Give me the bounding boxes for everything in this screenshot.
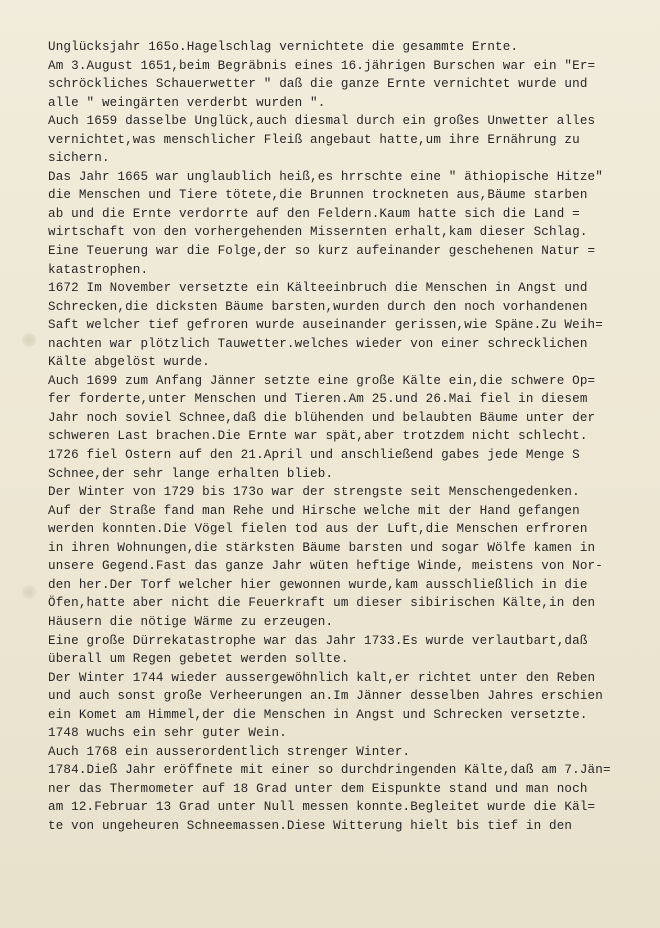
text-line: den her.Der Torf welcher hier gewonnen wurde,kam ausschließlich in die: [48, 577, 588, 592]
text-line: Häusern die nötige Wärme zu erzeugen.: [48, 614, 334, 629]
text-line: Jahr noch soviel Schnee,daß die blühenden und belaubten Bäume unter der: [48, 410, 596, 425]
text-line: Kälte abgelöst wurde.: [48, 355, 210, 370]
text-line: Eine große Dürrekatastrophe war das Jahr 1733.Es wurde verlautbart,daß: [48, 633, 588, 648]
text-line: Öfen,hatte aber nicht die Feuerkraft um dieser sibirischen Kälte,in den: [48, 596, 596, 611]
text-line: nachten war plötzlich Tauwetter.welches wieder von einer schrecklichen: [48, 336, 588, 351]
text-line: ner das Thermometer auf 18 Grad unter dem Eispunkte stand und man noch: [48, 781, 588, 796]
text-line: 1784.Dieß Jahr eröffnete mit einer so durchdringenden Kälte,daß am 7.Jän=: [48, 763, 611, 778]
text-line: katastrophen.: [48, 262, 149, 277]
text-line: Der Winter von 1729 bis 173o war der strengste seit Menschengedenken.: [48, 485, 580, 500]
text-line: am 12.Februar 13 Grad unter Null messen konnte.Begleitet wurde die Käl=: [48, 800, 596, 815]
text-line: Auf der Straße fand man Rehe und Hirsche welche mit der Hand gefangen: [48, 503, 580, 518]
text-line: Saft welcher tief gefroren wurde auseinander gerissen,wie Späne.Zu Weih=: [48, 318, 603, 333]
text-line: Auch 1659 dasselbe Unglück,auch diesmal durch ein großes Unwetter alles: [48, 114, 596, 129]
text-line: vernichtet,was menschlicher Fleiß angebaut hatte,um ihre Ernährung zu: [48, 132, 580, 147]
text-line: sichern.: [48, 151, 110, 166]
text-line: werden konnten.Die Vögel fielen tod aus der Luft,die Menschen erfroren: [48, 522, 588, 537]
text-line: Schnee,der sehr lange erhalten blieb.: [48, 466, 334, 481]
text-line: Unglücksjahr 165o.Hagelschlag vernichtete die gesammte Ernte.: [48, 40, 519, 54]
text-line: Schrecken,die dicksten Bäume barsten,wurden durch den noch vorhandenen: [48, 299, 588, 314]
text-line: alle " weingärten verderbt wurden ".: [48, 95, 326, 110]
text-line: überall um Regen gebetet werden sollte.: [48, 652, 349, 667]
text-line: 1726 fiel Ostern auf den 21.April und anschließend gabes jede Menge S: [48, 448, 580, 463]
text-line: Am 3.August 1651,beim Begräbnis eines 16.jährigen Burschen war ein "Er=: [48, 58, 596, 73]
text-line: fer forderte,unter Menschen und Tieren.Am 25.und 26.Mai fiel in diesem: [48, 392, 588, 407]
text-line: 1748 wuchs ein sehr guter Wein.: [48, 726, 287, 741]
text-line: in ihren Wohnungen,die stärksten Bäume barsten und sogar Wölfe kamen in: [48, 540, 596, 555]
typed-text-block: [48, 38, 648, 836]
text-line: ein Komet am Himmel,der die Menschen in Angst und Schrecken versetzte.: [48, 707, 588, 722]
text-line: Auch 1768 ein ausserordentlich strenger Winter.: [48, 744, 411, 759]
text-line: die Menschen und Tiere tötete,die Brunnen trockneten aus,Bäume starben: [48, 188, 588, 203]
punch-hole-upper: [22, 333, 36, 347]
text-line: schröckliches Schauerwetter " daß die ganze Ernte vernichtet wurde und: [48, 77, 588, 92]
text-line: unsere Gegend.Fast das ganze Jahr wüten heftige Winde, meistens von Nor-: [48, 559, 603, 574]
text-line: Das Jahr 1665 war unglaublich heiß,es hrrschte eine " äthiopische Hitze": [48, 169, 603, 184]
text-line: wirtschaft von den vorhergehenden Missernten erhalt,kam dieser Schlag.: [48, 225, 588, 240]
text-line: Auch 1699 zum Anfang Jänner setzte eine große Kälte ein,die schwere Op=: [48, 373, 596, 388]
punch-hole-lower: [22, 585, 36, 599]
text-line: Der Winter 1744 wieder aussergewöhnlich kalt,er richtet unter den Reben: [48, 670, 596, 685]
text-line: schweren Last brachen.Die Ernte war spät,aber trotzdem nicht schlecht.: [48, 429, 588, 444]
text-line: und auch sonst große Verheerungen an.Im Jänner desselben Jahres erschien: [48, 689, 603, 704]
text-line: 1672 Im November versetzte ein Kälteeinbruch die Menschen in Angst und: [48, 281, 588, 296]
text-line: Eine Teuerung war die Folge,der so kurz aufeinander geschehenen Natur =: [48, 244, 596, 259]
text-line: ab und die Ernte verdorrte auf den Feldern.Kaum hatte sich die Land =: [48, 206, 580, 221]
text-line: te von ungeheuren Schneemassen.Diese Witterung hielt bis tief in den: [48, 818, 573, 833]
